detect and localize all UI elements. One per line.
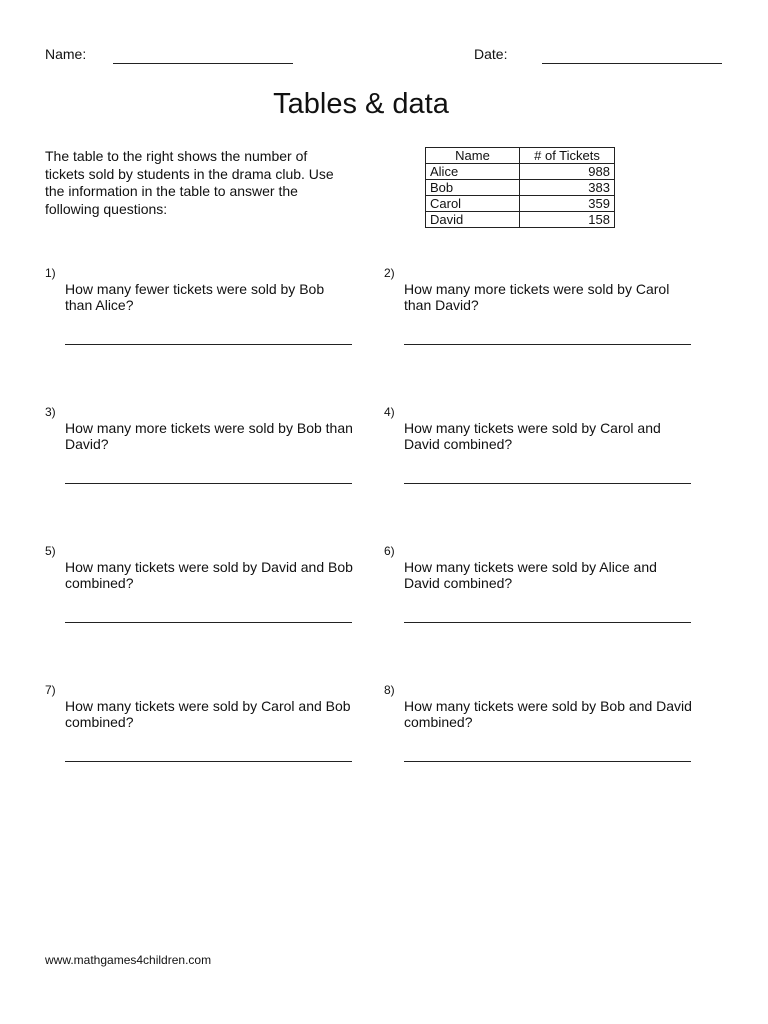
row-tickets: 988 (520, 164, 615, 180)
page-title: Tables & data (273, 88, 449, 120)
answer-line[interactable] (65, 622, 352, 623)
question-number: 4) (384, 405, 395, 419)
answer-line[interactable] (404, 761, 691, 762)
column-header-name: Name (426, 148, 520, 164)
question-text: How many tickets were sold by Carol and Bob combined? (65, 698, 351, 730)
table-header-row (426, 148, 615, 164)
question-number: 6) (384, 544, 395, 558)
table-row (426, 196, 615, 212)
question-text: How many tickets were sold by Alice and David combined? (404, 559, 657, 591)
answer-line[interactable] (65, 761, 352, 762)
question-text: How many tickets were sold by Bob and David combined? (404, 698, 692, 730)
footer-url: www.mathgames4children.com (45, 953, 212, 967)
answer-line[interactable] (404, 622, 691, 623)
answer-line[interactable] (65, 344, 352, 345)
answer-line[interactable] (404, 483, 691, 484)
question-number: 2) (384, 266, 395, 280)
question-text: How many tickets were sold by Carol and David combined? (404, 420, 661, 452)
row-tickets: 158 (520, 212, 615, 228)
question-number: 8) (384, 683, 395, 697)
column-header-tickets: # of Tickets (520, 148, 615, 164)
row-name: David (426, 212, 520, 228)
date-field[interactable] (542, 63, 722, 64)
table-row (426, 212, 615, 228)
intro-text: The table to the right shows the number of tickets sold by students in the drama club. Use the information in the table to answer the following questions: (45, 148, 334, 217)
row-name: Alice (426, 164, 520, 180)
question-number: 1) (45, 266, 56, 280)
tickets-table (425, 147, 615, 228)
name-label: Name: (45, 46, 87, 62)
name-field[interactable] (113, 63, 293, 64)
table-row (426, 180, 615, 196)
question-text: How many more tickets were sold by Bob than David? (65, 420, 353, 452)
question-text: How many fewer tickets were sold by Bob than Alice? (65, 281, 325, 313)
row-tickets: 359 (520, 196, 615, 212)
row-tickets: 383 (520, 180, 615, 196)
row-name: Bob (426, 180, 520, 196)
row-name: Carol (426, 196, 520, 212)
question-number: 5) (45, 544, 56, 558)
question-number: 3) (45, 405, 56, 419)
table-row (426, 164, 615, 180)
date-label: Date: (474, 46, 508, 62)
answer-line[interactable] (65, 483, 352, 484)
question-number: 7) (45, 683, 56, 697)
question-text: How many tickets were sold by David and Bob combined? (65, 559, 353, 591)
answer-line[interactable] (404, 344, 691, 345)
question-text: How many more tickets were sold by Carol than David? (404, 281, 670, 313)
